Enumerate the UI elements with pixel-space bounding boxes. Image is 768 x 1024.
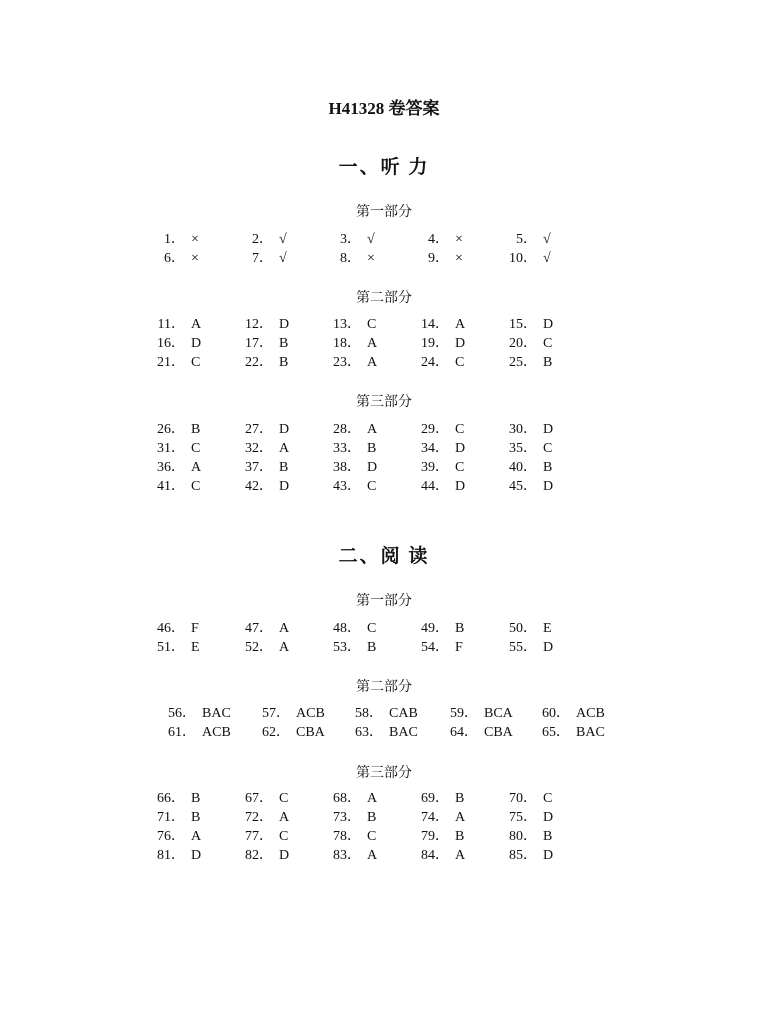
answer-item — [409, 477, 465, 496]
answer-value: A — [279, 810, 290, 825]
answer-value: B — [543, 355, 553, 370]
answer-item — [409, 353, 464, 372]
answer-item — [497, 827, 552, 846]
answer-value: C — [367, 829, 377, 844]
question-number: 79． — [421, 829, 449, 844]
answer-value: A — [191, 829, 202, 844]
question-number: 22． — [245, 355, 273, 370]
answer-item — [409, 420, 464, 439]
answer-row — [0, 789, 768, 808]
answer-value: √ — [543, 232, 551, 247]
answer-item — [321, 334, 377, 353]
answer-item — [233, 230, 287, 249]
question-number: 28． — [333, 422, 361, 437]
question-number: 66． — [157, 791, 185, 806]
answer-value: √ — [279, 251, 287, 266]
answer-item — [250, 723, 325, 742]
answer-item — [497, 808, 553, 827]
question-number: 75． — [509, 810, 537, 825]
question-number: 63． — [355, 725, 383, 740]
answer-row — [0, 723, 768, 742]
answer-value: B — [543, 460, 553, 475]
answer-item — [343, 704, 418, 723]
answer-value: D — [455, 479, 466, 494]
question-number: 85． — [509, 848, 537, 863]
answer-item — [145, 439, 200, 458]
question-number: 2． — [252, 232, 273, 247]
answer-value: BAC — [202, 706, 231, 721]
answer-item — [321, 477, 376, 496]
question-number: 58． — [355, 706, 383, 721]
answer-value: D — [191, 848, 202, 863]
question-number: 4． — [428, 232, 449, 247]
answer-row — [0, 808, 768, 827]
part-label: 第一部分 — [356, 205, 412, 220]
answer-item — [530, 704, 605, 723]
answer-value: F — [191, 621, 199, 636]
answer-row — [0, 353, 768, 372]
question-number: 36． — [157, 460, 185, 475]
answer-item — [409, 230, 463, 249]
answer-item — [438, 723, 513, 742]
question-number: 77． — [245, 829, 273, 844]
answer-item — [497, 230, 551, 249]
question-number: 49． — [421, 621, 449, 636]
answer-item — [409, 619, 464, 638]
answer-item — [233, 827, 288, 846]
answer-row — [0, 249, 768, 268]
answer-row — [0, 420, 768, 439]
answer-value: ACB — [202, 725, 231, 740]
question-number: 46． — [157, 621, 185, 636]
answer-value: A — [367, 791, 378, 806]
answer-item — [145, 808, 200, 827]
question-number: 61． — [168, 725, 196, 740]
answer-value: √ — [279, 232, 287, 247]
answer-item — [409, 808, 465, 827]
answer-value: √ — [543, 251, 551, 266]
question-number: 84． — [421, 848, 449, 863]
answer-item — [233, 334, 288, 353]
answer-value: A — [367, 336, 378, 351]
answer-item — [409, 249, 463, 268]
question-number: 39． — [421, 460, 449, 475]
answer-value: B — [367, 441, 377, 456]
answer-value: × — [455, 232, 463, 247]
question-number: 64． — [450, 725, 478, 740]
answer-value: ACB — [296, 706, 325, 721]
answer-item — [409, 334, 465, 353]
answer-item — [145, 846, 201, 865]
answer-value: C — [543, 336, 553, 351]
question-number: 48． — [333, 621, 361, 636]
question-number: 9． — [428, 251, 449, 266]
question-number: 38． — [333, 460, 361, 475]
answer-item — [233, 638, 289, 657]
answer-item — [145, 827, 201, 846]
question-number: 13． — [333, 317, 361, 332]
answer-grid — [0, 619, 768, 657]
answer-item — [145, 619, 199, 638]
question-number: 19． — [421, 336, 449, 351]
answer-item — [497, 638, 553, 657]
answer-item — [145, 458, 201, 477]
answer-value: × — [191, 232, 199, 247]
answer-item — [145, 230, 199, 249]
question-number: 54． — [421, 640, 449, 655]
question-number: 3． — [340, 232, 361, 247]
part-label: 第二部分 — [356, 680, 412, 695]
answer-grid — [0, 420, 768, 496]
answer-value: D — [543, 422, 554, 437]
question-number: 30． — [509, 422, 537, 437]
question-number: 40． — [509, 460, 537, 475]
answer-value: A — [367, 848, 378, 863]
question-number: 32． — [245, 441, 273, 456]
answer-item — [233, 846, 289, 865]
question-number: 67． — [245, 791, 273, 806]
answer-value: × — [455, 251, 463, 266]
question-number: 51． — [157, 640, 185, 655]
answer-item — [250, 704, 325, 723]
answer-item — [497, 458, 552, 477]
answer-value: C — [455, 355, 465, 370]
answer-grid — [0, 230, 768, 268]
answer-grid — [0, 704, 768, 742]
answer-value: C — [455, 422, 465, 437]
answer-item — [233, 808, 289, 827]
answer-row — [0, 477, 768, 496]
answer-item — [145, 477, 200, 496]
question-number: 62． — [262, 725, 290, 740]
question-number: 83． — [333, 848, 361, 863]
answer-item — [497, 789, 552, 808]
page-title: H41328 卷答案 — [328, 99, 440, 118]
question-number: 17． — [245, 336, 273, 351]
question-number: 60． — [542, 706, 570, 721]
answer-value: B — [367, 810, 377, 825]
answer-item — [321, 458, 377, 477]
answer-value: A — [191, 460, 202, 475]
question-number: 5． — [516, 232, 537, 247]
question-number: 80． — [509, 829, 537, 844]
answer-value: B — [191, 810, 201, 825]
question-number: 14． — [421, 317, 449, 332]
part-label: 第一部分 — [356, 594, 412, 609]
answer-item — [497, 334, 552, 353]
answer-value: CAB — [389, 706, 418, 721]
answer-value: BAC — [576, 725, 605, 740]
answer-item — [321, 420, 377, 439]
answer-value: A — [279, 640, 290, 655]
answer-item — [321, 353, 377, 372]
question-number: 27． — [245, 422, 273, 437]
answer-value: B — [279, 355, 289, 370]
answer-item — [145, 315, 201, 334]
question-number: 31． — [157, 441, 185, 456]
answer-item — [321, 619, 376, 638]
question-number: 55． — [509, 640, 537, 655]
answer-value: ACB — [576, 706, 605, 721]
answer-item — [321, 808, 376, 827]
answer-value: B — [455, 621, 465, 636]
answer-item — [497, 420, 553, 439]
answer-value: CBA — [484, 725, 513, 740]
answer-value: A — [279, 441, 290, 456]
answer-item — [321, 230, 375, 249]
section-heading-listening: 一、听 力 — [338, 157, 430, 178]
answer-item — [409, 827, 464, 846]
part-label: 第二部分 — [356, 291, 412, 306]
answer-item — [321, 638, 376, 657]
question-number: 7． — [252, 251, 273, 266]
answer-value: B — [191, 422, 201, 437]
part-label: 第三部分 — [356, 766, 412, 781]
question-number: 26． — [157, 422, 185, 437]
answer-value: BAC — [389, 725, 418, 740]
answer-value: E — [191, 640, 200, 655]
question-number: 74． — [421, 810, 449, 825]
answer-item — [497, 477, 553, 496]
part-label: 第三部分 — [356, 395, 412, 410]
answer-value: A — [455, 317, 466, 332]
answer-item — [438, 704, 513, 723]
question-number: 6． — [164, 251, 185, 266]
question-number: 23． — [333, 355, 361, 370]
question-number: 29． — [421, 422, 449, 437]
answer-value: B — [543, 829, 553, 844]
answer-value: B — [191, 791, 201, 806]
question-number: 21． — [157, 355, 185, 370]
answer-value: C — [191, 479, 201, 494]
answer-item — [145, 353, 200, 372]
answer-item — [321, 846, 377, 865]
question-number: 70． — [509, 791, 537, 806]
answer-item — [321, 827, 376, 846]
answer-item — [321, 789, 377, 808]
answer-row — [0, 827, 768, 846]
question-number: 10． — [509, 251, 537, 266]
answer-item — [233, 619, 289, 638]
answer-item — [156, 704, 231, 723]
answer-item — [233, 249, 287, 268]
question-number: 53． — [333, 640, 361, 655]
question-number: 41． — [157, 479, 185, 494]
answer-row — [0, 704, 768, 723]
answer-value: D — [279, 479, 290, 494]
answer-value: D — [455, 336, 466, 351]
question-number: 81． — [157, 848, 185, 863]
answer-value: A — [367, 422, 378, 437]
answer-value: C — [543, 441, 553, 456]
answer-value: A — [191, 317, 202, 332]
question-number: 45． — [509, 479, 537, 494]
question-number: 33． — [333, 441, 361, 456]
answer-value: C — [367, 317, 377, 332]
answer-value: B — [455, 791, 465, 806]
question-number: 47． — [245, 621, 273, 636]
answer-value: A — [367, 355, 378, 370]
answer-value: D — [543, 810, 554, 825]
answer-row — [0, 638, 768, 657]
answer-row — [0, 619, 768, 638]
answer-value: C — [455, 460, 465, 475]
answer-item — [497, 353, 552, 372]
answer-item — [321, 315, 376, 334]
answer-item — [409, 315, 465, 334]
question-number: 11． — [157, 317, 185, 332]
question-number: 20． — [509, 336, 537, 351]
question-number: 57． — [262, 706, 290, 721]
answer-item — [145, 249, 199, 268]
answer-item — [233, 439, 289, 458]
question-number: 71． — [157, 810, 185, 825]
answer-value: × — [191, 251, 199, 266]
question-number: 24． — [421, 355, 449, 370]
answer-value: D — [455, 441, 466, 456]
answer-value: D — [543, 479, 554, 494]
answer-item — [409, 789, 464, 808]
answer-value: B — [367, 640, 377, 655]
answer-value: C — [543, 791, 553, 806]
answer-value: D — [279, 422, 290, 437]
answer-item — [233, 789, 288, 808]
answer-item — [233, 315, 289, 334]
question-number: 73． — [333, 810, 361, 825]
answer-item — [409, 846, 465, 865]
question-number: 37． — [245, 460, 273, 475]
answer-value: D — [367, 460, 378, 475]
answer-value: F — [455, 640, 463, 655]
answer-item — [145, 334, 201, 353]
answer-value: C — [279, 829, 289, 844]
question-number: 15． — [509, 317, 537, 332]
question-number: 8． — [340, 251, 361, 266]
answer-value: √ — [367, 232, 375, 247]
question-number: 12． — [245, 317, 273, 332]
answer-row — [0, 230, 768, 249]
answer-value: C — [191, 441, 201, 456]
question-number: 16． — [157, 336, 185, 351]
answer-item — [321, 439, 376, 458]
answer-value: B — [279, 336, 289, 351]
answer-value: A — [455, 848, 466, 863]
answer-value: D — [543, 848, 554, 863]
answer-value: B — [455, 829, 465, 844]
answer-item — [233, 458, 288, 477]
question-number: 25． — [509, 355, 537, 370]
answer-item — [145, 420, 200, 439]
question-number: 72． — [245, 810, 273, 825]
answer-row — [0, 458, 768, 477]
question-number: 43． — [333, 479, 361, 494]
answer-item — [497, 619, 552, 638]
answer-value: D — [191, 336, 202, 351]
answer-item — [156, 723, 231, 742]
answer-value: E — [543, 621, 552, 636]
answer-item — [145, 638, 200, 657]
answer-item — [233, 353, 288, 372]
question-number: 76． — [157, 829, 185, 844]
answer-item — [409, 439, 465, 458]
answer-item — [233, 420, 289, 439]
section-heading-reading: 二、阅 读 — [338, 546, 430, 567]
question-number: 82． — [245, 848, 273, 863]
answer-value: A — [455, 810, 466, 825]
answer-value: C — [367, 621, 377, 636]
question-number: 50． — [509, 621, 537, 636]
answer-value: D — [543, 640, 554, 655]
answer-value: C — [367, 479, 377, 494]
answer-value: BCA — [484, 706, 513, 721]
question-number: 68． — [333, 791, 361, 806]
question-number: 69． — [421, 791, 449, 806]
answer-grid — [0, 315, 768, 372]
answer-value: B — [279, 460, 289, 475]
question-number: 1． — [164, 232, 185, 247]
answer-item — [409, 638, 463, 657]
answer-item — [530, 723, 605, 742]
question-number: 35． — [509, 441, 537, 456]
answer-value: CBA — [296, 725, 325, 740]
answer-item — [145, 789, 200, 808]
answer-item — [497, 439, 552, 458]
answer-row — [0, 439, 768, 458]
answer-value: D — [279, 317, 290, 332]
question-number: 42． — [245, 479, 273, 494]
answer-item — [497, 315, 553, 334]
answer-grid — [0, 789, 768, 865]
answer-item — [321, 249, 375, 268]
answer-item — [409, 458, 464, 477]
answer-item — [233, 477, 289, 496]
question-number: 65． — [542, 725, 570, 740]
answer-value: × — [367, 251, 375, 266]
answer-value: C — [279, 791, 289, 806]
question-number: 78． — [333, 829, 361, 844]
question-number: 34． — [421, 441, 449, 456]
answer-item — [497, 249, 551, 268]
question-number: 44． — [421, 479, 449, 494]
answer-value: A — [279, 621, 290, 636]
answer-row — [0, 334, 768, 353]
answer-item — [343, 723, 418, 742]
answer-row — [0, 315, 768, 334]
answer-value: C — [191, 355, 201, 370]
question-number: 56． — [168, 706, 196, 721]
question-number: 18． — [333, 336, 361, 351]
answer-value: D — [543, 317, 554, 332]
answer-item — [497, 846, 553, 865]
question-number: 59． — [450, 706, 478, 721]
question-number: 52． — [245, 640, 273, 655]
answer-value: D — [279, 848, 290, 863]
answer-row — [0, 846, 768, 865]
